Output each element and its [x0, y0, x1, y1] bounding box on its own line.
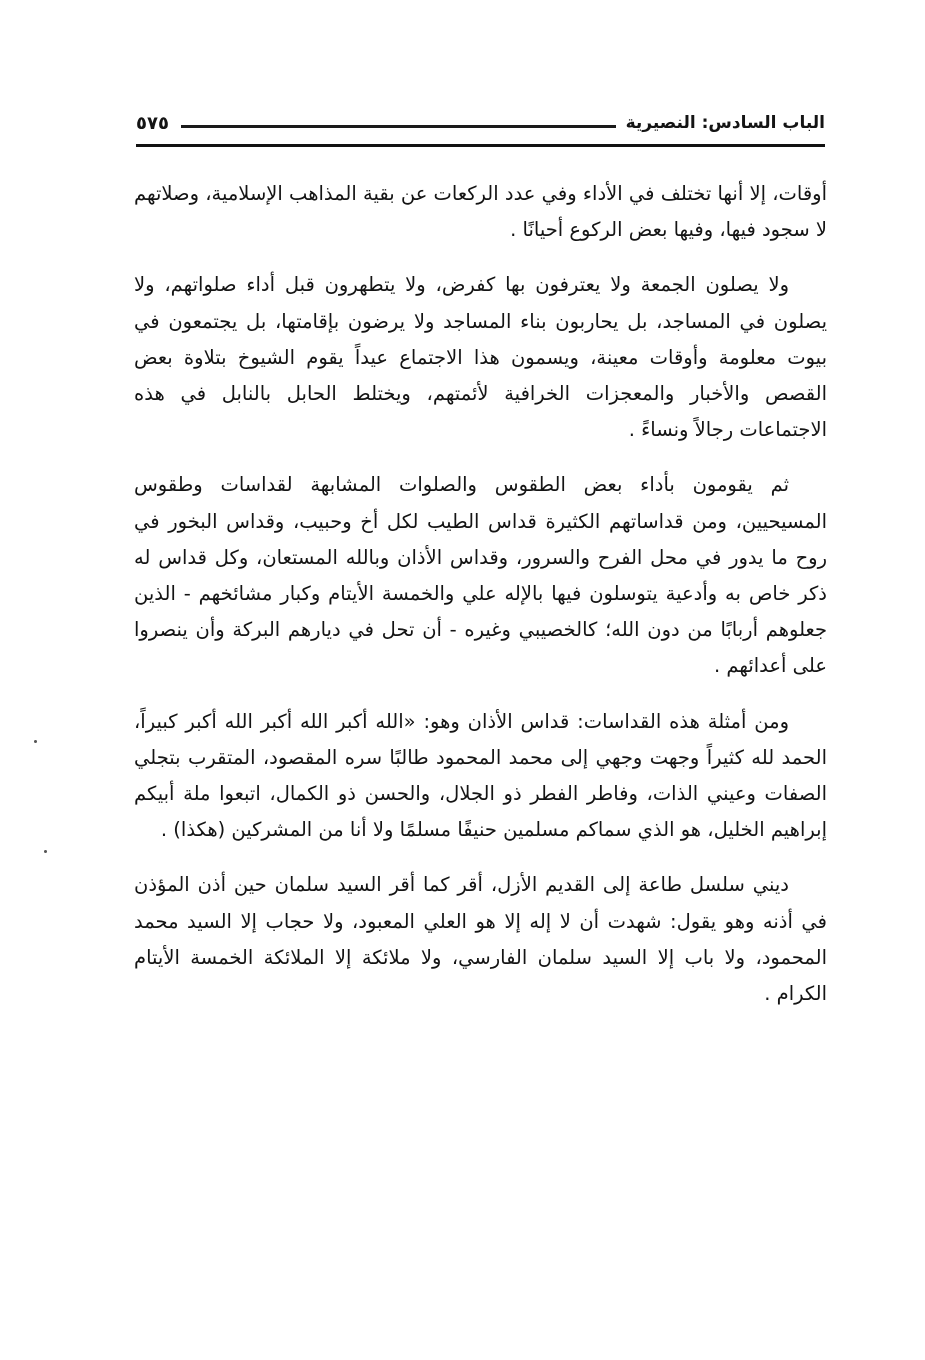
paragraph: ثم يقومون بأداء بعض الطقوس والصلوات المشابهة لقداسات وطقوس المسيحيين، ومن قداساتهم الكثيرة قداس الطيب لكل أخ وحبيب، وقداس البخور في روح ما يدور في محل الفرح والسرور، وقداس الأذان وبالله المستعان، وكل قداس له ذكر خاص به وأدعية يتوسلون فيها بالإله علي والخمسة الأيتام وكبار مشائخهم - الذين جعلوهم أربابًا من دون الله؛ كالخصيبي وغيره - أن تحل في ديارهم البركة وأن ينصروا على أعدائهم .	[134, 473, 827, 678]
running-header	[136, 104, 825, 142]
scan-speck	[34, 740, 37, 743]
page-number: ٥٧٥	[136, 112, 169, 134]
scan-speck	[44, 850, 47, 853]
header-rule	[136, 144, 825, 147]
chapter-title: الباب السادس: النصيرية	[625, 113, 825, 133]
paragraph: ولا يصلون الجمعة ولا يعترفون بها كفرض، ولا يتطهرون قبل أداء صلواتهم، ولا يصلون في المساجد، بل يحاربون بناء المساجد ولا يرضون بإقامتها، بل يجتمعون في بيوت معلومة وأوقات معينة، ويسمون هذا الاجتماع عيداً يقوم الشيوخ بتلاوة بعض القصص والأخبار والمعجزات الخرافية لأئمتهم، ويختلط الحابل بالنابل في هذه الاجتماعات رجالاً ونساءً .	[134, 273, 827, 442]
paragraph: أوقات، إلا أنها تختلف في الأداء وفي عدد الركعات عن بقية المذاهب الإسلامية، وصلاتهم لا سجود فيها، وفيها بعض الركوع أحيانًا .	[134, 182, 827, 242]
paragraph: ومن أمثلة هذه القداسات: قداس الأذان وهو: «الله أكبر الله أكبر الله أكبر كبيراً، الحمد لله كثيراً وجهت وجهي إلى محمد المحمود طالبًا سره المقصود، المتقرب بتجلي الصفات وعيني الذات، وفاطر الفطر ذو الجلال، والحسن ذو الكمال، اتبعوا ملة أبيكم إبراهيم الخليل، هو الذي سماكم مسلمين حنيفًا مسلمًا ولا أنا من المشركين (هكذا) .	[134, 709, 827, 842]
body-text	[134, 176, 827, 1031]
paragraph: ديني سلسل طاعة إلى القديم الأزل، أقر كما أقر السيد سلمان حين أذن المؤذن في أذنه وهو يقول: شهدت أن لا إله إلا هو العلي المعبود، ولا حجاب إلا السيد محمد المحمود، ولا باب إلا السيد سلمان الفارسي، ولا ملائكة إلا الملائكة الخمسة الأيتام الكرام .	[134, 873, 827, 1006]
header-dash-line	[181, 125, 616, 128]
